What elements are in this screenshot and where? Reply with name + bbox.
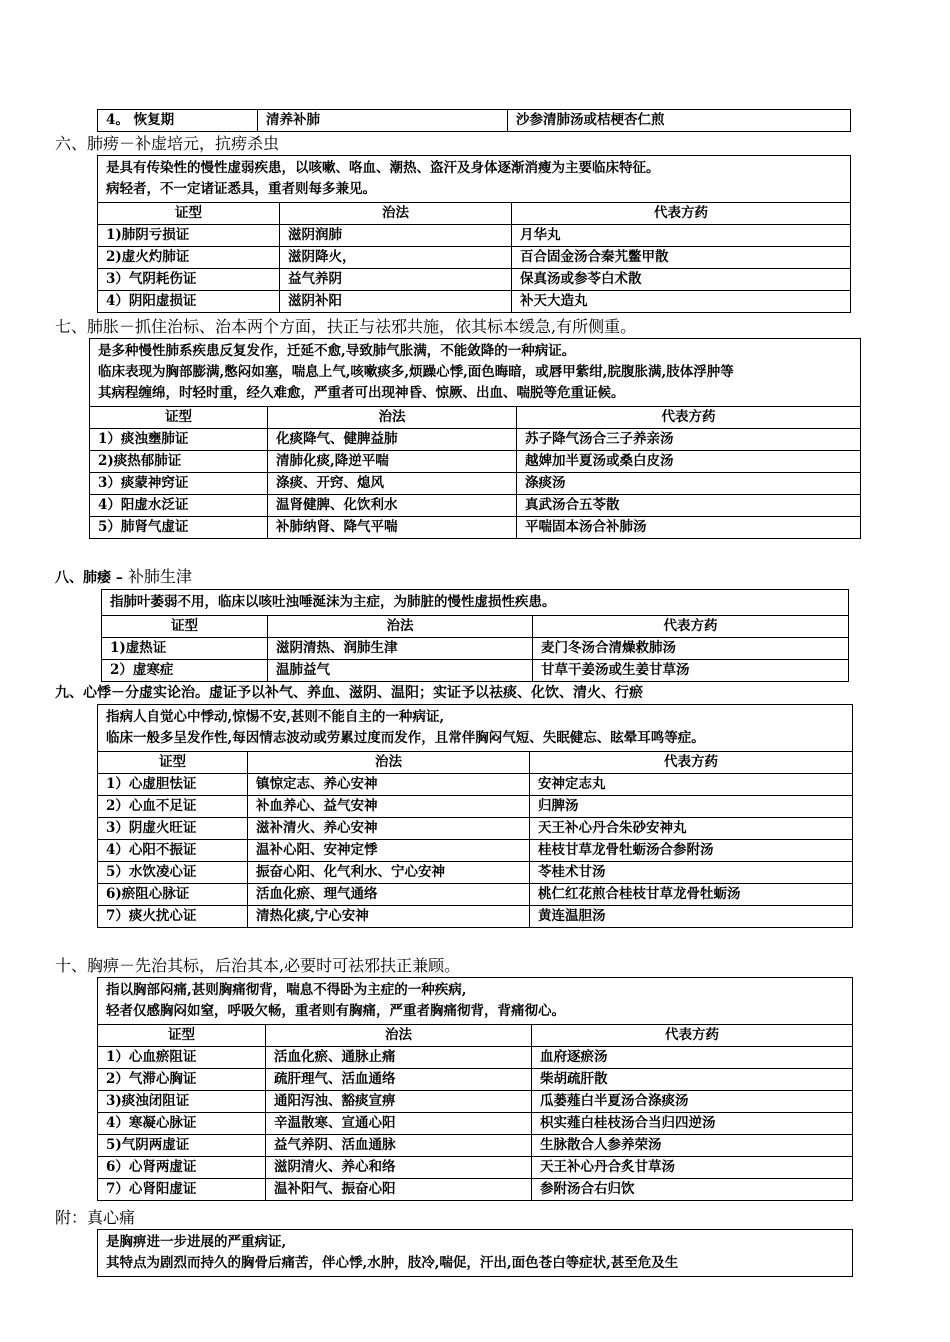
intro-line: 临床一般多呈发作性,每因情志波动或劳累过度而发作，且常伴胸闷气短、失眠健忘、眩晕耳鸣等症。 [106, 730, 705, 746]
cell: 甘草干姜汤或生姜甘草汤 [533, 660, 849, 682]
col-header: 治法 [266, 1025, 532, 1047]
section-10-intro [97, 977, 853, 1024]
appendix-box [97, 1229, 853, 1277]
cell: 辛温散寒、宣通心阳 [266, 1113, 532, 1135]
appendix-line: 其特点为剧烈而持久的胸骨后痛苦，伴心悸,水肿，肢冷,喘促，汗出,面色苍白等症状,甚至危及生 [106, 1255, 679, 1271]
section-7-intro [89, 338, 861, 406]
section-8-heading [55, 566, 192, 589]
intro-line: 轻者仅感胸闷如窒，呼吸欠畅，重者则有胸痛，严重者胸痛彻背，背痛彻心。 [106, 1003, 565, 1019]
cell: 镇惊定志、养心安神 [248, 774, 530, 796]
section-6-table [97, 202, 851, 313]
cell: 滋阴润肺 [280, 225, 512, 247]
col-header: 治法 [268, 407, 517, 429]
cell: 4）阴阳虚损证 [98, 291, 280, 313]
cell: 益气养阴、活血通脉 [266, 1135, 532, 1157]
cell: 清肺化痰,降逆平喘 [268, 451, 517, 473]
col-header: 治法 [268, 616, 533, 638]
section-6-heading: 六、肺痨－补虚培元，抗痨杀虫 [55, 134, 280, 153]
section-8-heading-bold: 八、肺痿 – [55, 570, 123, 586]
cell: 滋阴补阳 [280, 291, 512, 313]
col-header: 证型 [98, 752, 248, 774]
table-row [98, 818, 853, 840]
cell: 保真汤或参苓白术散 [512, 269, 851, 291]
table-row [98, 884, 853, 906]
col-header: 代表方药 [530, 752, 853, 774]
cell: 6）心肾两虚证 [98, 1157, 266, 1179]
table-row [98, 1179, 853, 1201]
cell: 柴胡疏肝散 [532, 1069, 853, 1091]
cell: 滋阴清热、润肺生津 [268, 638, 533, 660]
cell: 6)瘀阻心脉证 [98, 884, 248, 906]
table-row [98, 1047, 853, 1069]
col-header: 代表方药 [532, 1025, 853, 1047]
cell: 越婢加半夏汤或桑白皮汤 [517, 451, 861, 473]
intro-line: 是具有传染性的慢性虚弱疾患，以咳嗽、咯血、潮热、盗汗及身体逐渐消瘦为主要临床特征。 [106, 160, 660, 176]
table-row [98, 1157, 853, 1179]
table-header [98, 203, 851, 225]
table-row [90, 429, 861, 451]
section-6-block [97, 155, 851, 313]
intro-line: 其病程缠绵，时轻时重，经久难愈，严重者可出现神昏、惊厥、出血、喘脱等危重证候。 [98, 385, 625, 401]
cell: 参附汤合右归饮 [532, 1179, 853, 1201]
section-10-block [97, 977, 853, 1201]
table-row [98, 862, 853, 884]
cell: 疏肝理气、活血通络 [266, 1069, 532, 1091]
cell: 7）痰火扰心证 [98, 906, 248, 928]
section-7-heading: 七、肺胀－抓住治标、治本两个方面，扶正与祛邪共施，依其标本缓急,有所侧重。 [55, 317, 637, 336]
cell: 桂枝甘草龙骨牡蛎汤合参附汤 [530, 840, 853, 862]
cell: 3）气阴耗伤证 [98, 269, 280, 291]
col-header: 证型 [98, 1025, 266, 1047]
table-row [98, 1091, 853, 1113]
cell: 1)肺阴亏损证 [98, 225, 280, 247]
cell: 补血养心、益气安神 [248, 796, 530, 818]
cell: 3）痰蒙神窍证 [90, 473, 268, 495]
section-7-table [89, 406, 861, 539]
table-row [90, 495, 861, 517]
col-header: 治法 [280, 203, 512, 225]
cell: 天王补心丹合朱砂安神丸 [530, 818, 853, 840]
cell: 涤痰汤 [517, 473, 861, 495]
table-row [98, 1069, 853, 1091]
section-7-block [89, 338, 861, 539]
cell: 活血化瘀、通脉止痛 [266, 1047, 532, 1069]
intro-line: 指肺叶萎弱不用，临床以咳吐浊唾涎沫为主症，为肺脏的慢性虚损性疾患。 [110, 594, 556, 610]
cell: 4）寒凝心脉证 [98, 1113, 266, 1135]
intro-line: 是多种慢性肺系疾患反复发作，迁延不愈,导致肺气胀满，不能敛降的一种病证。 [98, 343, 576, 359]
cell: 2）虚寒症 [102, 660, 268, 682]
cell: 3)痰浊闭阻证 [98, 1091, 266, 1113]
table-header [98, 1025, 853, 1047]
cell: 2)痰热郁肺证 [90, 451, 268, 473]
table-row [90, 451, 861, 473]
cell: 黄连温胆汤 [530, 906, 853, 928]
cell: 补天大造丸 [512, 291, 851, 313]
cell: 2)虚火灼肺证 [98, 247, 280, 269]
cell: 安神定志丸 [530, 774, 853, 796]
table-row [102, 638, 849, 660]
cell: 7）心肾阳虚证 [98, 1179, 266, 1201]
cell: 滋补清火、养心安神 [248, 818, 530, 840]
cell: 温补心阳、安神定悸 [248, 840, 530, 862]
cell: 1）心虚胆怯证 [98, 774, 248, 796]
table-row [98, 291, 851, 313]
cell-method: 清养补肺 [258, 110, 508, 132]
cell: 苓桂术甘汤 [530, 862, 853, 884]
col-header: 代表方药 [533, 616, 849, 638]
table-row [98, 774, 853, 796]
cell: 麦门冬汤合清燥救肺汤 [533, 638, 849, 660]
cell: 1）心血瘀阻证 [98, 1047, 266, 1069]
cell: 5)气阴两虚证 [98, 1135, 266, 1157]
section-6-intro [97, 155, 851, 202]
table-row [98, 840, 853, 862]
intro-line: 病轻者，不一定诸证悉具，重者则每多兼见。 [106, 181, 376, 197]
table-header [90, 407, 861, 429]
cell: 2）心血不足证 [98, 796, 248, 818]
table-row [98, 269, 851, 291]
table-row [90, 517, 861, 539]
cell: 5）肺肾气虚证 [90, 517, 268, 539]
table-row [102, 660, 849, 682]
section-10-table [97, 1024, 853, 1201]
section-9-block [97, 704, 853, 928]
appendix-heading: 附：真心痛 [55, 1208, 136, 1227]
cell: 滋阴降火， [280, 247, 512, 269]
intro-line: 指病人自觉心中悸动,惊惕不安,甚则不能自主的一种病证, [106, 709, 445, 725]
cell: 益气养阴 [280, 269, 512, 291]
cell: 滋阴清火、养心和络 [266, 1157, 532, 1179]
cell: 补肺纳肾、降气平喘 [268, 517, 517, 539]
table-row [98, 1135, 853, 1157]
cell: 3）阴虚火旺证 [98, 818, 248, 840]
cell: 天王补心丹合炙甘草汤 [532, 1157, 853, 1179]
cell: 真武汤合五苓散 [517, 495, 861, 517]
cell: 枳实薤白桂枝汤合当归四逆汤 [532, 1113, 853, 1135]
table-row [98, 110, 851, 132]
cell: 桃仁红花煎合桂枝甘草龙骨牡蛎汤 [530, 884, 853, 906]
appendix-line: 是胸痹进一步进展的严重病证, [106, 1234, 287, 1250]
cell: 清热化痰,宁心安神 [248, 906, 530, 928]
cell: 化痰降气、健脾益肺 [268, 429, 517, 451]
cell: 振奋心阳、化气利水、宁心安神 [248, 862, 530, 884]
section-9-table [97, 751, 853, 928]
cell: 5）水饮凌心证 [98, 862, 248, 884]
col-header: 代表方药 [517, 407, 861, 429]
col-header: 代表方药 [512, 203, 851, 225]
cell: 通阳泻浊、豁痰宣痹 [266, 1091, 532, 1113]
section-8-table [101, 615, 849, 682]
cell: 血府逐瘀汤 [532, 1047, 853, 1069]
section-9-heading: 九、心悸－分虚实论治。虚证予以补气、养血、滋阴、温阳；实证予以祛痰、化饮、清火、行瘀 [55, 685, 643, 701]
cell: 活血化瘀、理气通络 [248, 884, 530, 906]
section-10-heading: 十、胸痹－先治其标，后治其本,必要时可祛邪扶正兼顾。 [55, 956, 461, 975]
table-header [98, 752, 853, 774]
top-row-table [97, 109, 851, 132]
cell: 归脾汤 [530, 796, 853, 818]
col-header: 证型 [98, 203, 280, 225]
cell: 2）气滞心胸证 [98, 1069, 266, 1091]
cell: 1）痰浊壅肺证 [90, 429, 268, 451]
col-header: 证型 [102, 616, 268, 638]
table-header [102, 616, 849, 638]
cell: 4）心阳不振证 [98, 840, 248, 862]
cell-formula: 沙参清肺汤或桔梗杏仁煎 [508, 110, 851, 132]
cell: 4）阳虚水泛证 [90, 495, 268, 517]
col-header: 证型 [90, 407, 268, 429]
intro-line: 指以胸部闷痛,甚则胸痛彻背，喘息不得卧为主症的一种疾病, [106, 982, 467, 998]
cell: 生脉散合人参养荣汤 [532, 1135, 853, 1157]
section-8-block [101, 589, 849, 682]
table-row [98, 247, 851, 269]
cell: 温肺益气 [268, 660, 533, 682]
cell: 苏子降气汤合三子养亲汤 [517, 429, 861, 451]
cell-stage: 4。 恢复期 [98, 110, 258, 132]
cell: 温补阳气、振奋心阳 [266, 1179, 532, 1201]
section-8-intro [101, 589, 849, 615]
cell: 涤痰、开窍、熄风 [268, 473, 517, 495]
table-row [98, 225, 851, 247]
section-8-heading-rest: 补肺生津 [122, 567, 192, 586]
section-9-intro [97, 704, 853, 751]
table-row [98, 906, 853, 928]
table-row [90, 473, 861, 495]
intro-line: 临床表现为胸部膨满,憋闷如塞，喘息上气,咳嗽痰多,烦躁心悸,面色晦暗，或唇甲紫绀,脘腹胀满,肢体浮肿等 [98, 364, 734, 380]
cell: 月华丸 [512, 225, 851, 247]
cell: 瓜蒌薤白半夏汤合涤痰汤 [532, 1091, 853, 1113]
cell: 1)虚热证 [102, 638, 268, 660]
cell: 温肾健脾、化饮利水 [268, 495, 517, 517]
table-row [98, 796, 853, 818]
cell: 平喘固本汤合补肺汤 [517, 517, 861, 539]
cell: 百合固金汤合秦艽鳖甲散 [512, 247, 851, 269]
table-row [98, 1113, 853, 1135]
col-header: 治法 [248, 752, 530, 774]
